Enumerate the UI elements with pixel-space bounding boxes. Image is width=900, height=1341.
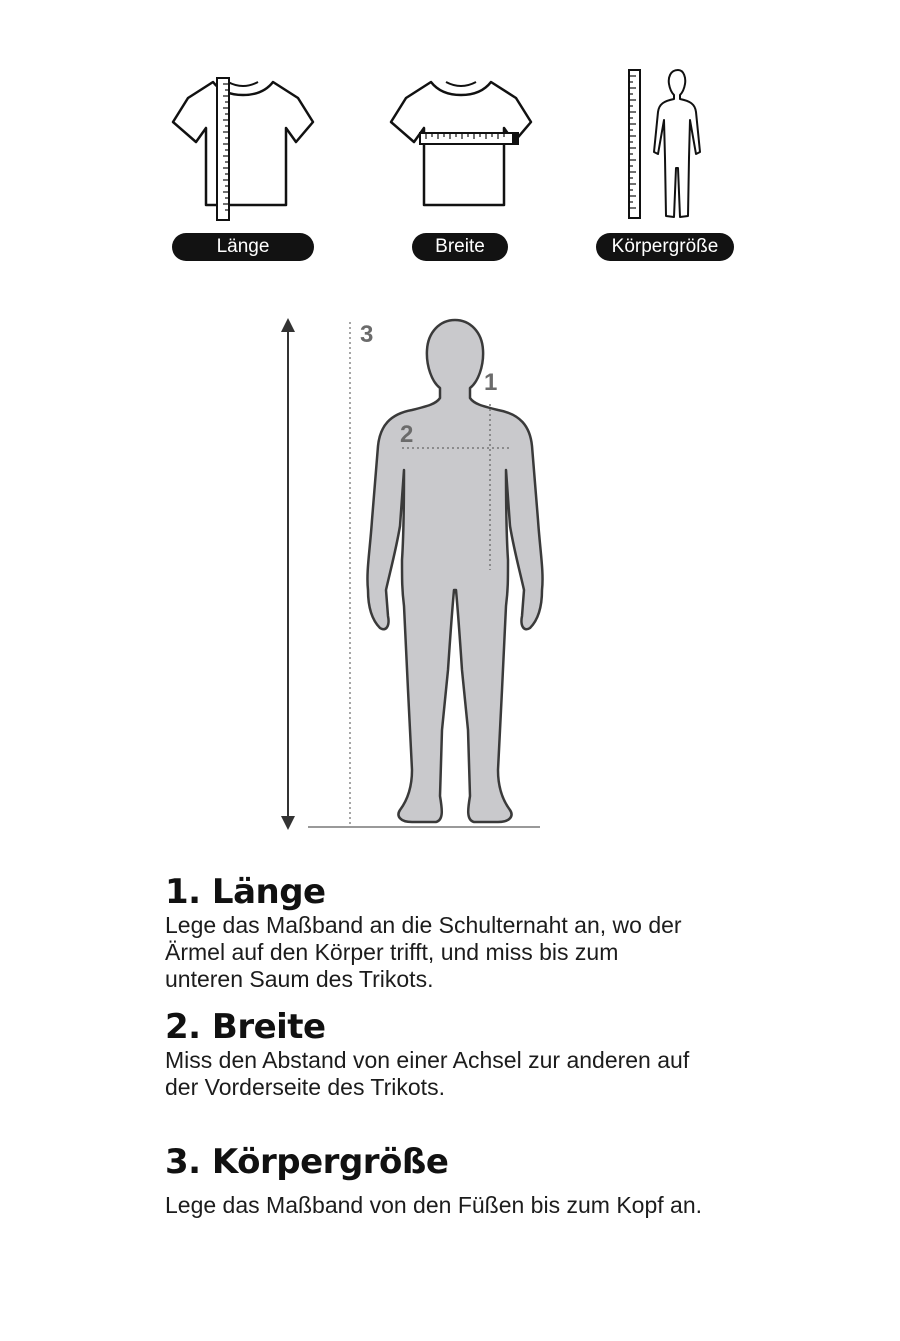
instruction-body-height-title: 3. Körpergröße bbox=[165, 1142, 449, 1182]
instruction-length-line-1: Lege das Maßband an die Schulternaht an, wo der bbox=[165, 912, 682, 938]
tshirt-width-icon bbox=[386, 60, 536, 225]
marker-2: 2 bbox=[400, 421, 414, 448]
label-width: Breite bbox=[412, 233, 508, 261]
instruction-width bbox=[165, 1007, 765, 1101]
marker-3: 3 bbox=[360, 321, 374, 348]
instruction-length-title: 1. Länge bbox=[165, 872, 326, 912]
instruction-length bbox=[165, 872, 765, 993]
body-height-icon bbox=[620, 60, 720, 225]
label-body-height: Körpergröße bbox=[596, 233, 734, 261]
measurement-figure bbox=[240, 290, 620, 855]
instruction-length-line-2: Ärmel auf den Körper trifft, und miss bis zum bbox=[165, 939, 619, 965]
body-silhouette bbox=[367, 320, 542, 822]
marker-1: 1 bbox=[484, 369, 498, 396]
instruction-body-height-line-1: Lege das Maßband von den Füßen bis zum Kopf an. bbox=[165, 1192, 702, 1218]
tshirt-length-icon bbox=[168, 60, 318, 225]
instruction-width-line-1: Miss den Abstand von einer Achsel zur anderen auf bbox=[165, 1047, 690, 1073]
label-length: Länge bbox=[172, 233, 314, 261]
height-arrow bbox=[281, 318, 295, 830]
instruction-width-title: 2. Breite bbox=[165, 1007, 326, 1047]
instruction-length-line-3: unteren Saum des Trikots. bbox=[165, 966, 434, 992]
instruction-body-height bbox=[165, 1142, 765, 1219]
instruction-width-line-2: der Vorderseite des Trikots. bbox=[165, 1074, 445, 1100]
